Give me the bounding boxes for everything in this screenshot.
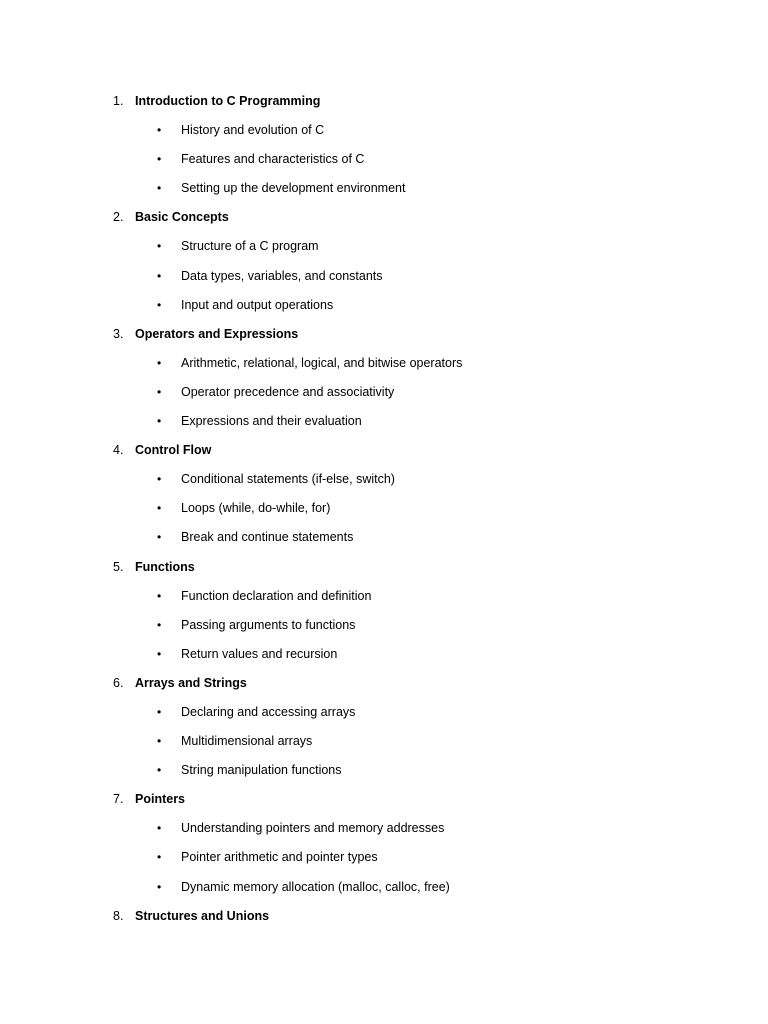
bullet-icon: •	[157, 268, 162, 283]
section-heading	[0, 669, 768, 698]
section-title: Control Flow	[135, 443, 212, 458]
bullet-icon: •	[157, 588, 162, 603]
list-item-text: Features and characteristics of C	[181, 152, 365, 167]
list-item-text: Break and continue statements	[181, 530, 354, 545]
list-item	[0, 378, 768, 407]
bullet-icon: •	[157, 384, 162, 399]
bullet-icon: •	[157, 850, 162, 865]
list-item	[0, 262, 768, 291]
section-title: Pointers	[135, 792, 186, 807]
list-item	[0, 873, 768, 902]
list-item	[0, 465, 768, 494]
list-item	[0, 494, 768, 523]
section-number: 2.	[113, 210, 124, 225]
list-item-text: Multidimensional arrays	[181, 734, 313, 749]
list-item	[0, 814, 768, 843]
list-item	[0, 727, 768, 756]
list-item-text: Declaring and accessing arrays	[181, 704, 356, 719]
bullet-icon: •	[157, 704, 162, 719]
list-item-text: Operator precedence and associativity	[181, 384, 395, 399]
section-number: 5.	[113, 559, 124, 574]
bullet-icon: •	[157, 734, 162, 749]
section-title: Operators and Expressions	[135, 326, 299, 341]
list-item	[0, 349, 768, 378]
list-item	[0, 843, 768, 872]
list-item	[0, 232, 768, 261]
bullet-icon: •	[157, 472, 162, 487]
section-number: 4.	[113, 443, 124, 458]
section-title: Basic Concepts	[135, 210, 229, 225]
section-number: 3.	[113, 326, 124, 341]
section-heading	[0, 785, 768, 814]
list-item	[0, 640, 768, 669]
list-item	[0, 756, 768, 785]
document-page	[0, 87, 768, 931]
bullet-icon: •	[157, 181, 162, 196]
list-item	[0, 611, 768, 640]
list-item-text: Return values and recursion	[181, 646, 338, 661]
section-heading	[0, 87, 768, 116]
list-item-text: Data types, variables, and constants	[181, 268, 383, 283]
bullet-icon: •	[157, 879, 162, 894]
section-title: Functions	[135, 559, 195, 574]
list-item	[0, 698, 768, 727]
section-heading	[0, 436, 768, 465]
section-heading	[0, 902, 768, 931]
outline-list	[0, 87, 768, 931]
list-item	[0, 145, 768, 174]
bullet-icon: •	[157, 763, 162, 778]
list-item-text: Arithmetic, relational, logical, and bitwise operators	[181, 355, 463, 370]
bullet-icon: •	[157, 617, 162, 632]
bullet-icon: •	[157, 501, 162, 516]
bullet-icon: •	[157, 530, 162, 545]
list-item-text: Expressions and their evaluation	[181, 414, 362, 429]
section-heading	[0, 320, 768, 349]
list-item-text: Conditional statements (if-else, switch)	[181, 472, 395, 487]
section-number: 7.	[113, 792, 124, 807]
bullet-icon: •	[157, 239, 162, 254]
section-title: Introduction to C Programming	[135, 94, 321, 108]
list-item-text: Function declaration and definition	[181, 588, 372, 603]
list-item	[0, 116, 768, 145]
list-item-text: Structure of a C program	[181, 239, 319, 254]
section-heading	[0, 203, 768, 232]
bullet-icon: •	[157, 152, 162, 167]
section-title: Structures and Unions	[135, 908, 270, 923]
list-item	[0, 174, 768, 203]
list-item-text: String manipulation functions	[181, 763, 342, 778]
list-item-text: History and evolution of C	[181, 123, 325, 138]
section-heading	[0, 553, 768, 582]
list-item	[0, 582, 768, 611]
bullet-icon: •	[157, 355, 162, 370]
list-item-text: Pointer arithmetic and pointer types	[181, 850, 378, 865]
list-item	[0, 523, 768, 552]
bullet-icon: •	[157, 646, 162, 661]
bullet-icon: •	[157, 821, 162, 836]
section-number: 1.	[113, 94, 124, 108]
list-item-text: Understanding pointers and memory addresses	[181, 821, 445, 836]
list-item-text: Passing arguments to functions	[181, 617, 356, 632]
bullet-icon: •	[157, 297, 162, 312]
list-item	[0, 291, 768, 320]
list-item-text: Setting up the development environment	[181, 181, 406, 196]
bullet-icon: •	[157, 414, 162, 429]
list-item-text: Input and output operations	[181, 297, 334, 312]
bullet-icon: •	[157, 123, 162, 138]
section-title: Arrays and Strings	[135, 675, 247, 690]
section-number: 6.	[113, 675, 124, 690]
list-item-text: Loops (while, do-while, for)	[181, 501, 331, 516]
list-item	[0, 407, 768, 436]
list-item-text: Dynamic memory allocation (malloc, calloc, free)	[181, 879, 450, 894]
section-number: 8.	[113, 908, 124, 923]
